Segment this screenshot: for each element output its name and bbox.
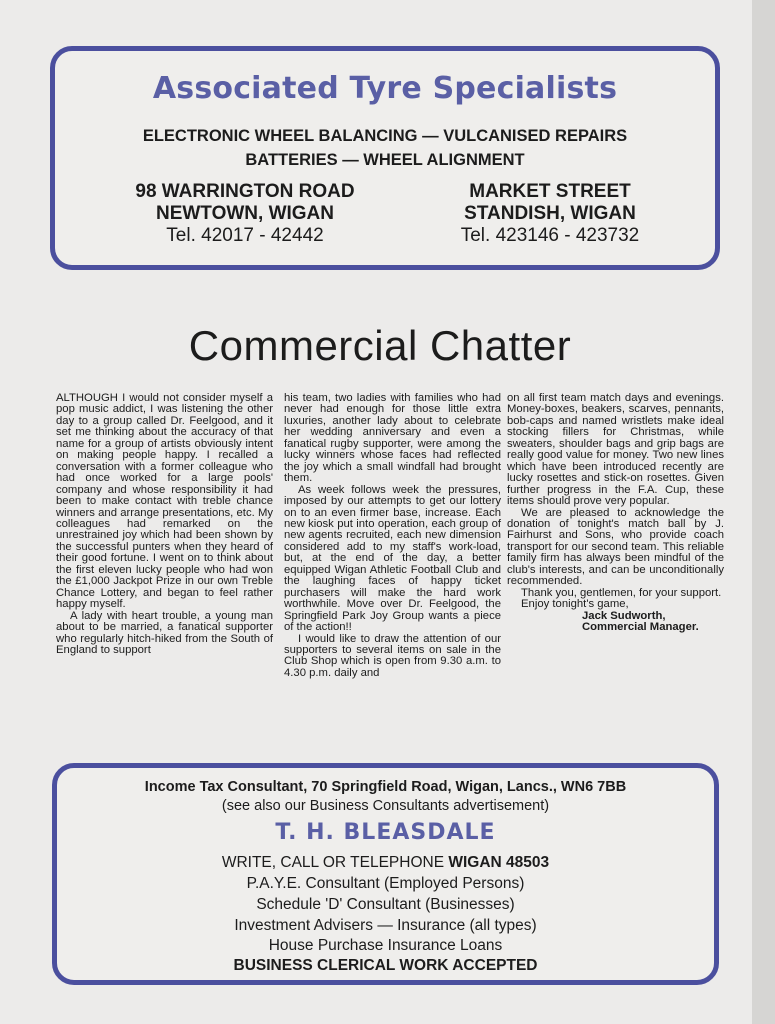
contact-number: WIGAN 48503 [448, 854, 550, 871]
signature-name: Jack Sudworth, [582, 609, 666, 622]
address-street: MARKET STREET [469, 181, 631, 202]
advert-title: Associated Tyre Specialists [152, 71, 618, 106]
service-line: House Purchase Insurance Loans [268, 937, 503, 954]
services-line: ELECTRONIC WHEEL BALANCING — VULCANISED REPAIRS [142, 127, 628, 145]
warrington-road-address [95, 181, 395, 247]
article-paragraph: his team, two ladies with families who had never had enough for those little extra luxuries, another lady about to celebrate her wedding anniversary and even a fanatical rugby supporter, were among the lucky winners whose faces had reflected the joy which a small windfall had brought them. [284, 392, 501, 485]
consultant-note: (see also our Business Consultants advertisement) [221, 798, 550, 814]
address-telephone: Tel. 423146 - 423732 [460, 225, 640, 246]
article-paragraph: Enjoy tonight's game, [521, 598, 629, 611]
article-paragraph: I would like to draw the attention of our supporters to several items on sale in the Club Shop which is open from 9.30 a.m. to 4.30 p.m. daily and [284, 632, 501, 679]
address-telephone: Tel. 42017 - 42442 [166, 225, 324, 246]
article-paragraph: on all first team match days and evenings. Money-boxes, beakers, scarves, pennants, bob-caps and named wristlets make ideal stocking fillers for Christmas, while sweaters, shoulder bags and grip bags are really good value for money. Two new lines which have been introduced recently are lucky rosettes and stick-on rosettes. Given further progress in the F.A. Cup, these items should prove very popular. [507, 392, 724, 508]
services-line: BATTERIES — WHEEL ALIGNMENT [245, 151, 525, 169]
service-line: BUSINESS CLERICAL WORK ACCEPTED [233, 957, 538, 974]
signature-title: Commercial Manager. [582, 621, 699, 634]
article-column-3 [507, 393, 724, 634]
article-column-1 [56, 393, 273, 656]
address-street: 98 WARRINGTON ROAD [135, 181, 355, 202]
service-line: Investment Advisers — Insurance (all types) [234, 917, 537, 934]
consultant-address: Income Tax Consultant, 70 Springfield Road, Wigan, Lancs., WN6 7BB [144, 779, 627, 795]
contact-line [57, 854, 714, 872]
page-gutter [752, 0, 775, 1024]
contact-prefix: WRITE, CALL OR TELEPHONE [221, 854, 445, 871]
article-paragraph: A lady with heart trouble, a young man about to be married, a fanatical supporter who regularly hitch-hiked from the South of England to support [56, 609, 273, 656]
market-street-address [400, 181, 700, 247]
address-town: STANDISH, WIGAN [464, 203, 636, 224]
address-town: NEWTOWN, WIGAN [155, 203, 334, 224]
article-headline: Commercial Chatter [188, 322, 572, 369]
article-paragraph: Thank you, gentlemen, for your support. [521, 586, 722, 599]
article-paragraph: We are pleased to acknowledge the donation of tonight's match ball by J. Fairhurst and Sons, who provide coach transport for our second team. This reliable family firm has always been mindful of the club's interests, and can be unconditionally recommended. [507, 506, 724, 588]
tax-consultant-advert [52, 763, 719, 985]
article-paragraph: ALTHOUGH I would not consider myself a pop music addict, I was listening the other day to a group called Dr. Feelgood, and it set me thinking about the accuracy of that name for a group of artists obviously intent on making people happy. I recalled a conversation with a former colleague who had once worked for a large pools' company and whose responsibility it had been to make contact with treble chance winners and arrange presentations, etc. My colleagues had remarked on the unrestrained joy which had been shown by the successful punters when they heard of their good fortune. I went on to think about the first eleven lucky people who had won the £1,000 Jackpot Prize in our own Treble Chance Lottery, and began to feel rather happy myself. [56, 392, 273, 611]
service-line: P.A.Y.E. Consultant (Employed Persons) [246, 875, 525, 892]
tyre-specialists-advert [50, 46, 720, 270]
article-column-2 [284, 393, 501, 679]
article-paragraph: As week follows week the pressures, imposed by our attempts to get our lottery on to an even firmer base, increase. Each new kiosk put into operation, each group of new agents recruited, each new dimension considered add to my staff's work-load, but, at the end of the day, a better equipped Wigan Athletic Football Club and the laughing faces of happy ticket purchasers will make the hard work worthwhile. Move over Dr. Feelgood, the Springfield Park Joy Group wants a piece of the action!! [284, 483, 501, 634]
consultant-name: T. H. BLEASDALE [275, 820, 496, 845]
service-line: Schedule 'D' Consultant (Businesses) [256, 896, 515, 913]
